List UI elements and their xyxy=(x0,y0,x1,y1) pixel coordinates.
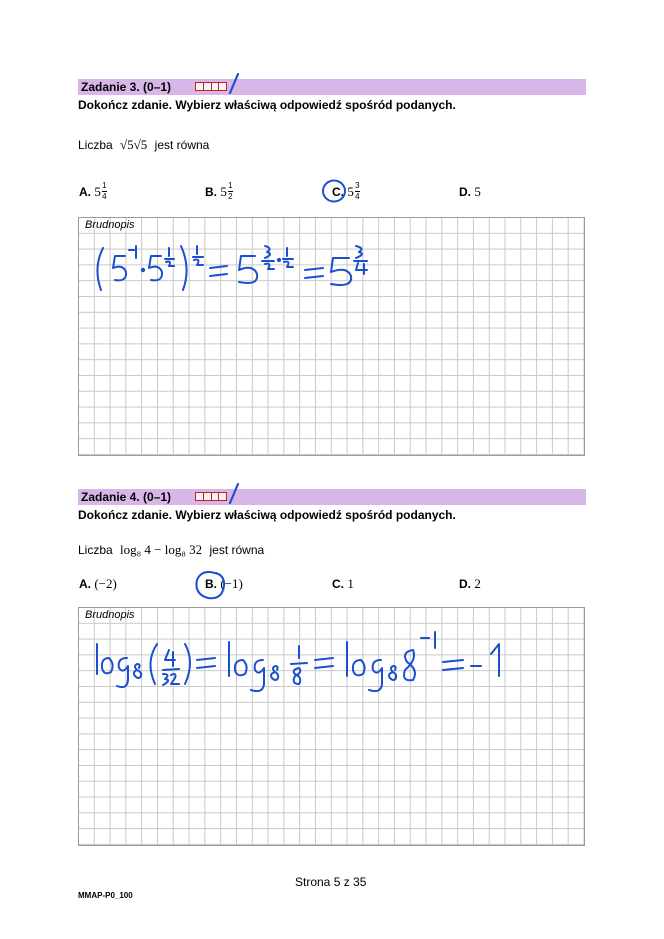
task4-handwriting xyxy=(79,608,584,703)
score-boxes-icon xyxy=(195,492,227,501)
prompt-suffix: jest równa xyxy=(209,543,265,557)
selected-circle-icon xyxy=(192,568,228,602)
task3-header xyxy=(78,79,586,95)
option-letter: D. xyxy=(459,185,471,199)
task3-prompt xyxy=(78,137,209,153)
option-letter: D. xyxy=(459,577,471,591)
task4-instruction: Dokończ zdanie. Wybierz właściwą odpowiedź spośród podanych. xyxy=(78,508,456,522)
task4-option-a[interactable] xyxy=(79,576,117,592)
option-value: 2 xyxy=(474,576,481,591)
prompt-expression: √5√5 xyxy=(120,137,148,152)
task3-option-a[interactable] xyxy=(79,181,107,209)
prompt-expression: log₈ 4 − log₈ 32 xyxy=(120,542,203,557)
option-letter: A. xyxy=(79,577,91,591)
option-base: 5 xyxy=(474,184,481,199)
pencil-icon xyxy=(228,73,240,95)
option-letter: C. xyxy=(332,577,344,591)
option-exponent: $\frac{1}{4}$ xyxy=(102,181,107,201)
option-letter: B. xyxy=(205,577,217,591)
task3-option-d[interactable] xyxy=(459,184,481,200)
task4-option-d[interactable] xyxy=(459,576,481,592)
prompt-suffix: jest równa xyxy=(154,138,210,152)
page-number: Strona 5 z 35 xyxy=(295,875,367,889)
option-base: 5 xyxy=(347,184,354,199)
task3-scratch-area[interactable] xyxy=(78,217,585,456)
score-boxes-icon xyxy=(195,82,227,91)
task3-title: Zadanie 3. (0–1) xyxy=(81,80,172,94)
pencil-icon xyxy=(228,483,240,505)
prompt-prefix: Liczba xyxy=(78,543,113,557)
task3-handwriting xyxy=(79,218,584,308)
option-letter: A. xyxy=(79,185,91,199)
task3-option-b[interactable] xyxy=(205,181,233,209)
option-value: (−2) xyxy=(94,576,117,591)
option-letter: B. xyxy=(205,185,217,199)
option-value: 1 xyxy=(347,576,354,591)
scratch-label: Brudnopis xyxy=(85,609,135,621)
document-code: MMAP-P0_100 xyxy=(78,891,133,900)
task4-scratch-area[interactable] xyxy=(78,607,585,846)
task4-header xyxy=(78,489,586,505)
option-letter: C. xyxy=(332,185,344,199)
option-value: (−1) xyxy=(220,576,243,591)
task4-title: Zadanie 4. (0–1) xyxy=(81,490,172,504)
scratch-label: Brudnopis xyxy=(85,219,135,231)
option-exponent: $\frac{1}{2}$ xyxy=(228,181,233,201)
option-base: 5 xyxy=(220,184,227,199)
prompt-prefix: Liczba xyxy=(78,138,113,152)
selected-circle-icon xyxy=(320,178,348,204)
task4-prompt xyxy=(78,542,264,558)
option-exponent: $\frac{3}{4}$ xyxy=(355,181,360,201)
task4-option-c[interactable] xyxy=(332,576,354,592)
option-base: 5 xyxy=(94,184,101,199)
task3-instruction: Dokończ zdanie. Wybierz właściwą odpowiedź spośród podanych. xyxy=(78,98,456,112)
